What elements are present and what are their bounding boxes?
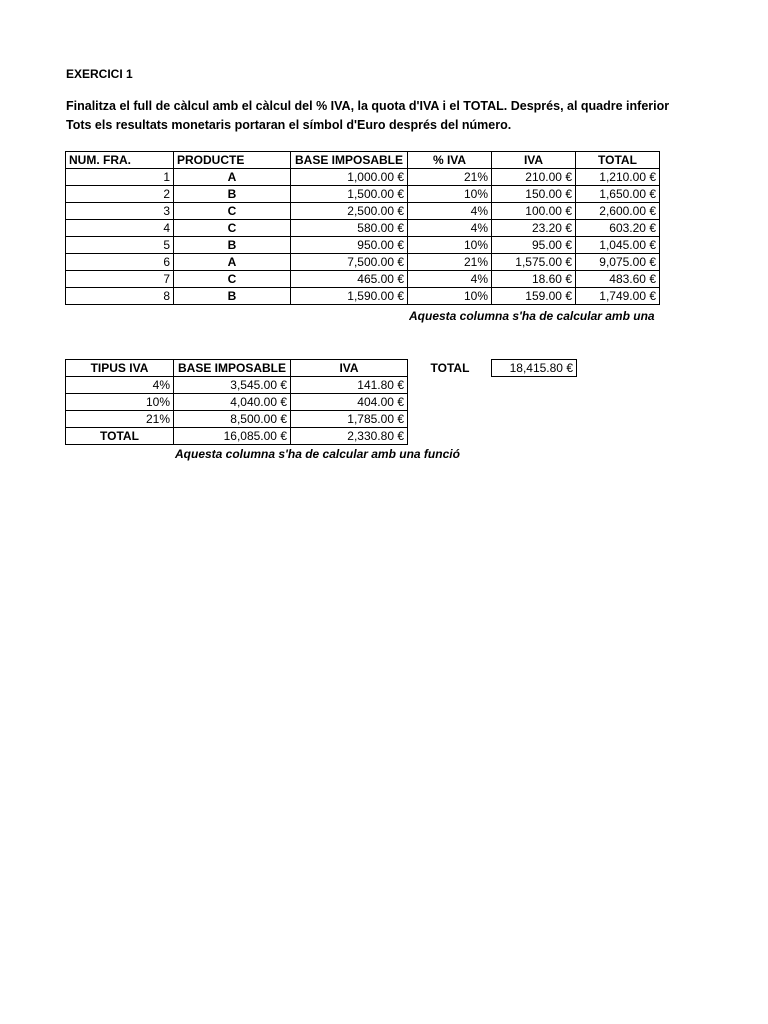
invoice-row xyxy=(66,186,660,203)
cell-total[interactable]: 9,075.00 € xyxy=(576,254,660,271)
cell-percent-iva[interactable]: 10% xyxy=(408,288,492,305)
cell-percent-iva[interactable]: 4% xyxy=(408,220,492,237)
header-summary-iva[interactable]: IVA xyxy=(291,360,408,377)
cell-iva[interactable]: 150.00 € xyxy=(492,186,576,203)
invoice-row xyxy=(66,271,660,288)
cell-producte[interactable]: B xyxy=(174,237,291,254)
cell-total[interactable]: 603.20 € xyxy=(576,220,660,237)
cell-total[interactable]: 1,749.00 € xyxy=(576,288,660,305)
cell-producte[interactable]: A xyxy=(174,254,291,271)
cell-total[interactable]: 483.60 € xyxy=(576,271,660,288)
cell-base-imposable[interactable]: 950.00 € xyxy=(291,237,408,254)
cell-num-fra[interactable]: 6 xyxy=(66,254,174,271)
cell-base-imposable[interactable]: 580.00 € xyxy=(291,220,408,237)
summary-table xyxy=(65,359,408,445)
header-iva[interactable]: IVA xyxy=(492,152,576,169)
cell-num-fra[interactable]: 3 xyxy=(66,203,174,220)
cell-percent-iva[interactable]: 4% xyxy=(408,271,492,288)
cell-percent-iva[interactable]: 10% xyxy=(408,186,492,203)
invoice-row xyxy=(66,169,660,186)
header-producte[interactable]: PRODUCTE xyxy=(174,152,291,169)
cell-producte[interactable]: B xyxy=(174,186,291,203)
cell-base-imposable[interactable]: 7,500.00 € xyxy=(291,254,408,271)
summary-total-label[interactable]: TOTAL xyxy=(66,428,174,445)
summary-total-base[interactable]: 16,085.00 € xyxy=(174,428,291,445)
cell-num-fra[interactable]: 2 xyxy=(66,186,174,203)
header-base-imposable[interactable]: BASE IMPOSABLE xyxy=(291,152,408,169)
cell-summary-base[interactable]: 8,500.00 € xyxy=(174,411,291,428)
cell-num-fra[interactable]: 1 xyxy=(66,169,174,186)
header-percent-iva[interactable]: % IVA xyxy=(408,152,492,169)
cell-base-imposable[interactable]: 465.00 € xyxy=(291,271,408,288)
invoice-row xyxy=(66,237,660,254)
cell-base-imposable[interactable]: 1,500.00 € xyxy=(291,186,408,203)
cell-summary-base[interactable]: 3,545.00 € xyxy=(174,377,291,394)
cell-num-fra[interactable]: 7 xyxy=(66,271,174,288)
summary-total-row xyxy=(66,428,408,445)
grand-total-label[interactable]: TOTAL xyxy=(430,361,470,375)
header-summary-base[interactable]: BASE IMPOSABLE xyxy=(174,360,291,377)
header-total[interactable]: TOTAL xyxy=(576,152,660,169)
cell-producte[interactable]: C xyxy=(174,271,291,288)
sheet-title: EXERCICI 1 xyxy=(66,67,133,81)
cell-summary-iva[interactable]: 1,785.00 € xyxy=(291,411,408,428)
cell-percent-iva[interactable]: 21% xyxy=(408,254,492,271)
cell-num-fra[interactable]: 8 xyxy=(66,288,174,305)
cell-producte[interactable]: C xyxy=(174,220,291,237)
invoice-row xyxy=(66,288,660,305)
header-tipus-iva[interactable]: TIPUS IVA xyxy=(66,360,174,377)
invoice-row xyxy=(66,203,660,220)
cell-summary-iva[interactable]: 141.80 € xyxy=(291,377,408,394)
summary-column-note: Aquesta columna s'ha de calcular amb una funció xyxy=(175,447,460,461)
cell-iva[interactable]: 100.00 € xyxy=(492,203,576,220)
cell-iva[interactable]: 95.00 € xyxy=(492,237,576,254)
cell-total[interactable]: 1,650.00 € xyxy=(576,186,660,203)
cell-num-fra[interactable]: 4 xyxy=(66,220,174,237)
cell-total[interactable]: 1,210.00 € xyxy=(576,169,660,186)
cell-producte[interactable]: A xyxy=(174,169,291,186)
invoice-header-row xyxy=(66,152,660,169)
cell-summary-iva[interactable]: 404.00 € xyxy=(291,394,408,411)
cell-percent-iva[interactable]: 10% xyxy=(408,237,492,254)
grand-total-value[interactable]: 18,415.80 € xyxy=(491,359,577,377)
summary-total-iva[interactable]: 2,330.80 € xyxy=(291,428,408,445)
cell-producte[interactable]: B xyxy=(174,288,291,305)
cell-summary-base[interactable]: 4,040.00 € xyxy=(174,394,291,411)
cell-total[interactable]: 1,045.00 € xyxy=(576,237,660,254)
instruction-line-1: Finalitza el full de càlcul amb el càlcul del % IVA, la quota d'IVA i el TOTAL. Després, al quadre inferior xyxy=(66,99,670,113)
header-num-fra[interactable]: NUM. FRA. xyxy=(66,152,174,169)
invoice-column-note: Aquesta columna s'ha de calcular amb una xyxy=(409,309,655,323)
summary-row xyxy=(66,377,408,394)
instruction-line-2: Tots els resultats monetaris portaran el símbol d'Euro després del número. xyxy=(66,118,512,132)
summary-header-row xyxy=(66,360,408,377)
cell-iva[interactable]: 210.00 € xyxy=(492,169,576,186)
cell-iva[interactable]: 1,575.00 € xyxy=(492,254,576,271)
cell-tipus-iva[interactable]: 4% xyxy=(66,377,174,394)
invoice-table xyxy=(65,151,660,305)
cell-total[interactable]: 2,600.00 € xyxy=(576,203,660,220)
cell-tipus-iva[interactable]: 21% xyxy=(66,411,174,428)
cell-num-fra[interactable]: 5 xyxy=(66,237,174,254)
cell-iva[interactable]: 23.20 € xyxy=(492,220,576,237)
invoice-row xyxy=(66,220,660,237)
cell-iva[interactable]: 18.60 € xyxy=(492,271,576,288)
cell-iva[interactable]: 159.00 € xyxy=(492,288,576,305)
invoice-row xyxy=(66,254,660,271)
summary-row xyxy=(66,411,408,428)
cell-tipus-iva[interactable]: 10% xyxy=(66,394,174,411)
cell-producte[interactable]: C xyxy=(174,203,291,220)
cell-base-imposable[interactable]: 1,590.00 € xyxy=(291,288,408,305)
cell-percent-iva[interactable]: 21% xyxy=(408,169,492,186)
cell-percent-iva[interactable]: 4% xyxy=(408,203,492,220)
cell-base-imposable[interactable]: 1,000.00 € xyxy=(291,169,408,186)
cell-base-imposable[interactable]: 2,500.00 € xyxy=(291,203,408,220)
summary-row xyxy=(66,394,408,411)
